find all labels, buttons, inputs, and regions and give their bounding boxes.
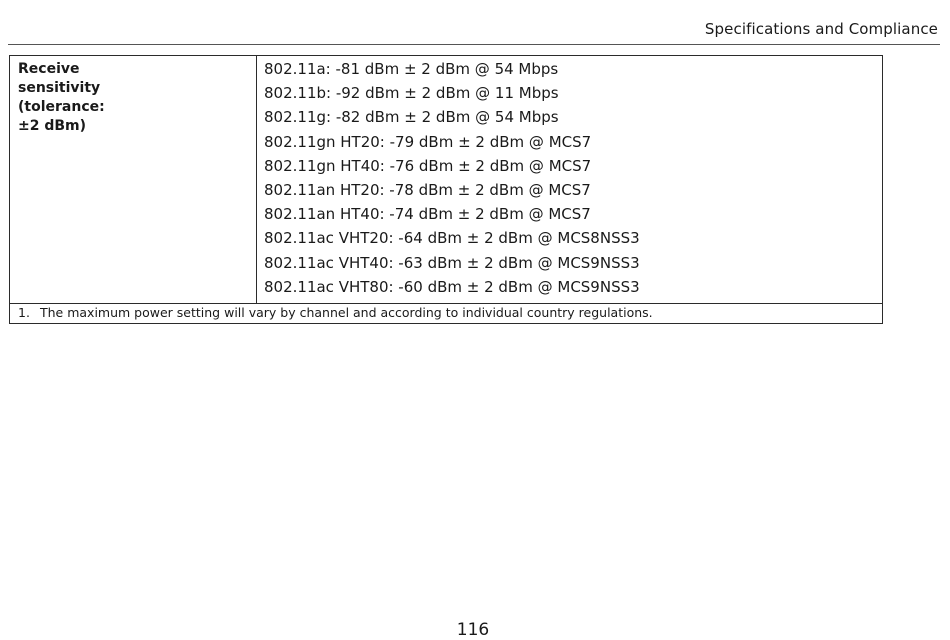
- value-line: 802.11ac VHT80: -60 dBm ± 2 dBm @ MCS9NSS3: [264, 277, 640, 296]
- running-header-title: Specifications and Compliance: [704, 20, 938, 38]
- specifications-table: [9, 55, 883, 324]
- footnote-number: 1.: [18, 305, 30, 321]
- footnote-text: The maximum power setting will vary by channel and according to individual country regulations.: [40, 305, 653, 321]
- row-label-line: sensitivity: [18, 80, 101, 96]
- header-rule: [8, 44, 940, 45]
- row-label-line: Receive: [18, 61, 80, 77]
- footnote-row: [10, 304, 883, 324]
- value-line: 802.11b: -92 dBm ± 2 dBm @ 11 Mbps: [264, 84, 559, 103]
- value-line: 802.11ac VHT40: -63 dBm ± 2 dBm @ MCS9NSS3: [264, 253, 640, 272]
- value-line: 802.11ac VHT20: -64 dBm ± 2 dBm @ MCS8NSS3: [264, 229, 640, 248]
- value-line: 802.11a: -81 dBm ± 2 dBm @ 54 Mbps: [264, 60, 559, 78]
- value-line: 802.11g: -82 dBm ± 2 dBm @ 54 Mbps: [264, 108, 559, 127]
- row-label-cell: [10, 56, 257, 304]
- value-line: 802.11an HT20: -78 dBm ± 2 dBm @ MCS7: [264, 181, 591, 200]
- page-number: 116: [456, 620, 490, 640]
- footnote-cell: [10, 304, 883, 324]
- row-values-cell: [257, 56, 883, 304]
- row-label-line: (tolerance:: [18, 99, 105, 115]
- value-line: 802.11an HT40: -74 dBm ± 2 dBm @ MCS7: [264, 205, 591, 224]
- table-row: [10, 56, 883, 304]
- row-label-line: ±2 dBm): [18, 118, 87, 134]
- value-line: 802.11gn HT40: -76 dBm ± 2 dBm @ MCS7: [264, 156, 592, 175]
- value-line: 802.11gn HT20: -79 dBm ± 2 dBm @ MCS7: [264, 132, 592, 151]
